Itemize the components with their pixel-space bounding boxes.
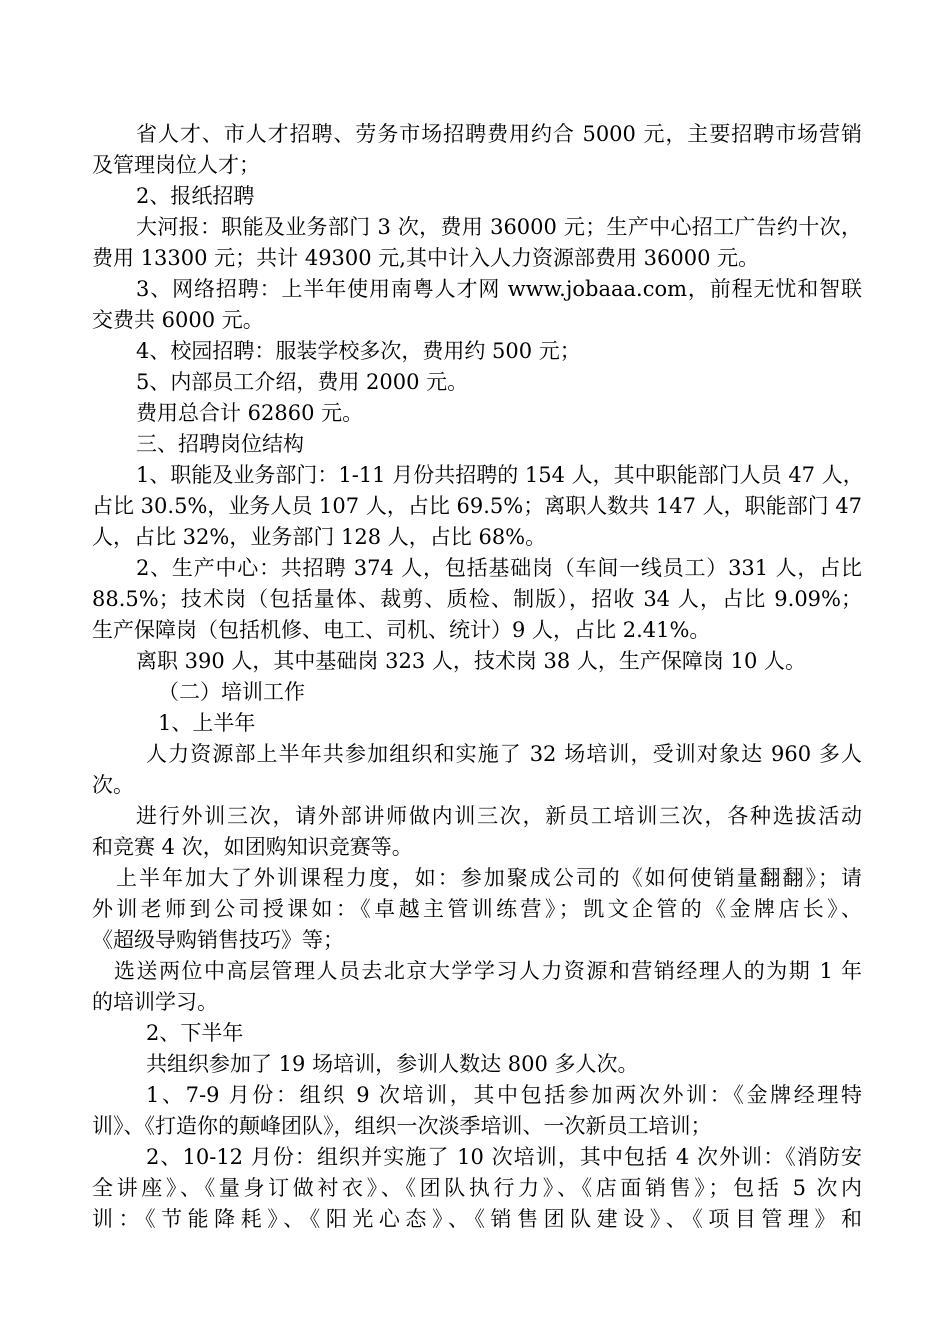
paragraph-line: 进行外训三次，请外部讲师做内训三次，新员工培训三次，各种选拔活动 [136, 804, 862, 828]
section-heading: 2、报纸招聘 [136, 184, 255, 208]
paragraph-line: 5、内部员工介绍，费用 2000 元。 [136, 370, 469, 394]
paragraph-line: 《超级导购销售技巧》等； [92, 928, 344, 952]
paragraph-line: 共组织参加了 19 场培训，参训人数达 800 多人次。 [146, 1052, 639, 1076]
paragraph-line: 次。 [92, 773, 134, 797]
paragraph-line: 人，占比 32%，业务部门 128 人，占比 68%。 [92, 525, 547, 549]
paragraph-line: 外训老师到公司授课如：《卓越主管训练营》；凯文企管的《金牌店长》、 [92, 897, 862, 921]
paragraph-line: 1、7-9 月份：组织 9 次培训，其中包括参加两次外训：《金牌经理特 [146, 1083, 862, 1107]
paragraph-line: 1、职能及业务部门：1-11 月份共招聘的 154 人，其中职能部门人员 47 人， [136, 463, 864, 487]
paragraph-line: 4、校园招聘：服装学校多次，费用约 500 元； [136, 339, 581, 363]
paragraph-line: 费用总合计 62860 元。 [136, 401, 364, 425]
paragraph-line: 训：《节能降耗》、《阳光心态》、《销售团队建设》、《项目管理》和 [92, 1207, 862, 1231]
paragraph-line: 和竞赛 4 次，如团购知识竞赛等。 [92, 835, 413, 859]
paragraph-line: 人力资源部上半年共参加组织和实施了 32 场培训，受训对象达 960 多人 [146, 742, 862, 766]
paragraph-line: 费用 13300 元；共计 49300 元,其中计入人力资源部费用 36000 元。 [92, 246, 760, 270]
paragraph-line: 上半年加大了外训课程力度，如：参加聚成公司的《如何使销量翻翻》；请 [116, 866, 862, 890]
paragraph-line: 2、生产中心：共招聘 374 人，包括基础岗（车间一线员工）331 人，占比 [136, 556, 862, 580]
paragraph-line: 训》、《打造你的颠峰团队》，组织一次淡季培训、一次新员工培训； [92, 1114, 712, 1138]
paragraph-line: 及管理岗位人才； [92, 153, 260, 177]
paragraph-line: 生产保障岗（包括机修、电工、司机、统计）9 人，占比 2.41%。 [92, 618, 711, 642]
section-heading: 2、下半年 [146, 1021, 244, 1045]
paragraph-line: 的培训学习。 [92, 990, 218, 1014]
paragraph-line: 3、网络招聘：上半年使用南粤人才网 www.jobaaa.com，前程无忧和智联 [136, 277, 862, 301]
section-heading: （二）培训工作 [158, 680, 305, 704]
section-heading: 1、上半年 [158, 711, 256, 735]
paragraph-line: 占比 30.5%，业务人员 107 人，占比 69.5%；离职人数共 147 人，职能部门 47 [92, 494, 863, 518]
paragraph-line: 离职 390 人，其中基础岗 323 人，技术岗 38 人，生产保障岗 10 人。 [136, 649, 807, 673]
paragraph-line: 交费共 6000 元。 [92, 308, 264, 332]
paragraph-line: 选送两位中高层管理人员去北京大学学习人力资源和营销经理人的为期 1 年 [114, 959, 862, 983]
paragraph-line: 88.5%；技术岗（包括量体、裁剪、质检、制版），招收 34 人，占比 9.09%； [92, 587, 862, 611]
paragraph-line: 2、10-12 月份：组织并实施了 10 次培训，其中包括 4 次外训：《消防安 [146, 1145, 862, 1169]
section-heading: 三、招聘岗位结构 [136, 432, 304, 456]
paragraph-line: 全讲座》、《量身订做衬衣》、《团队执行力》、《店面销售》；包括 5 次内 [92, 1176, 862, 1200]
paragraph-line: 大河报：职能及业务部门 3 次，费用 36000 元；生产中心招工广告约十次， [136, 215, 862, 239]
paragraph-line: 省人才、市人才招聘、劳务市场招聘费用约合 5000 元，主要招聘市场营销 [136, 122, 862, 146]
